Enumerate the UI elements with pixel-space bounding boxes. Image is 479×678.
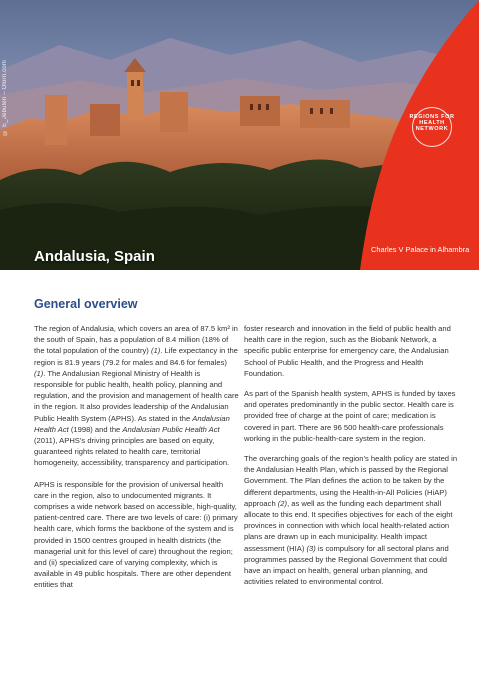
paragraph-aphs: APHS is responsible for the provision of universal health care in the region, also to undocumented migrants. It comprises a wide network based on accessible, high-quality, patient-centred care. There are two levels of care: (i) primary health care, which forms the backbone of the system and is provided in 1500 centres grouped in health districts (the managerial unit for this level of care) throughout the region; and (ii) specialized care of varying complexity, which is available in 49 public hospitals. There are other dependent entities that (34, 479, 238, 590)
text: . Life expectancy in the region is 81.9 years (79.2 for males and 84.6 for females) (34, 346, 238, 367)
citation: (1) (34, 368, 44, 378)
paragraph-overview (34, 323, 239, 469)
photo-caption: Charles V Palace in Alhambra (371, 245, 470, 254)
text: The overarching goals of the region’s health policy are stated in the Andalusian Health Plan, which is passed by the Regional Government. The Plan defines the action to be taken by the different departments, using the Health-in-All Policies (HiAP) approach (244, 454, 458, 508)
hero-photo (0, 0, 479, 270)
text: . The Andalusian Regional Ministry of Health is responsible for public health, health policy, planning and regulation, and the provision and management of health care in the region. It also provides leadership of the Andalusian Public Health System (APHS). As stated in the (34, 368, 239, 423)
left-column (34, 323, 239, 601)
alhambra-photo (0, 0, 479, 270)
citation: (1) (150, 346, 161, 356)
text: (1998) and the (68, 424, 123, 434)
paragraph-goals (244, 453, 458, 587)
right-column (244, 323, 458, 596)
text: (2011), APHS’s driving principles are based on equity, guaranteed rights related to health care, territorial homogeneity, accessibility, transparency and participation. (34, 436, 230, 468)
page-title: Andalusia, Spain (34, 248, 155, 265)
photo-credit: © E_Jebulen – Olorn.com (2, 60, 8, 135)
regions-for-health-logo: REGIONS FOR HEALTH NETWORK (409, 114, 455, 132)
text: The region of Andalusia, which covers an area of 87.5 km² in the south of Spain, has a population of 8.4 million (18% of the total population of the country) (34, 324, 238, 356)
text: is compulsory for all sectoral plans and programmes passed by the Regional Government that could have an impact on health, general urban planning, and activities related to environmental control. (244, 543, 449, 587)
section-title: General overview (34, 297, 138, 311)
paragraph-funding: As part of the Spanish health system, APHS is funded by taxes and operates predominantly in the public sector. Health care is provided free of charge at the point of care; medication is covered in part. There are 96 500 health-care professionals working in the public-health-care system in the region. (244, 389, 456, 443)
paragraph-research: foster research and innovation in the field of public health and health care in the region, such as the Biobank Network, a specific public enterprise for emergency care, the Andalusian School of Public Health, and the Progress and Health Foundation. (244, 324, 451, 378)
text: , as well as the funding each department shall allocate to this end. It specifies objectives for each of the eight provinces in connection with which local health-related action plans are drawn up in each municipality. Health impact assessment (HIA) (244, 498, 453, 553)
citation: (2) (277, 498, 288, 508)
act-title: Andalusian Public Health Act (122, 424, 220, 434)
citation: (3) (306, 543, 316, 553)
act-title: Andalusian Health Act (34, 413, 230, 434)
